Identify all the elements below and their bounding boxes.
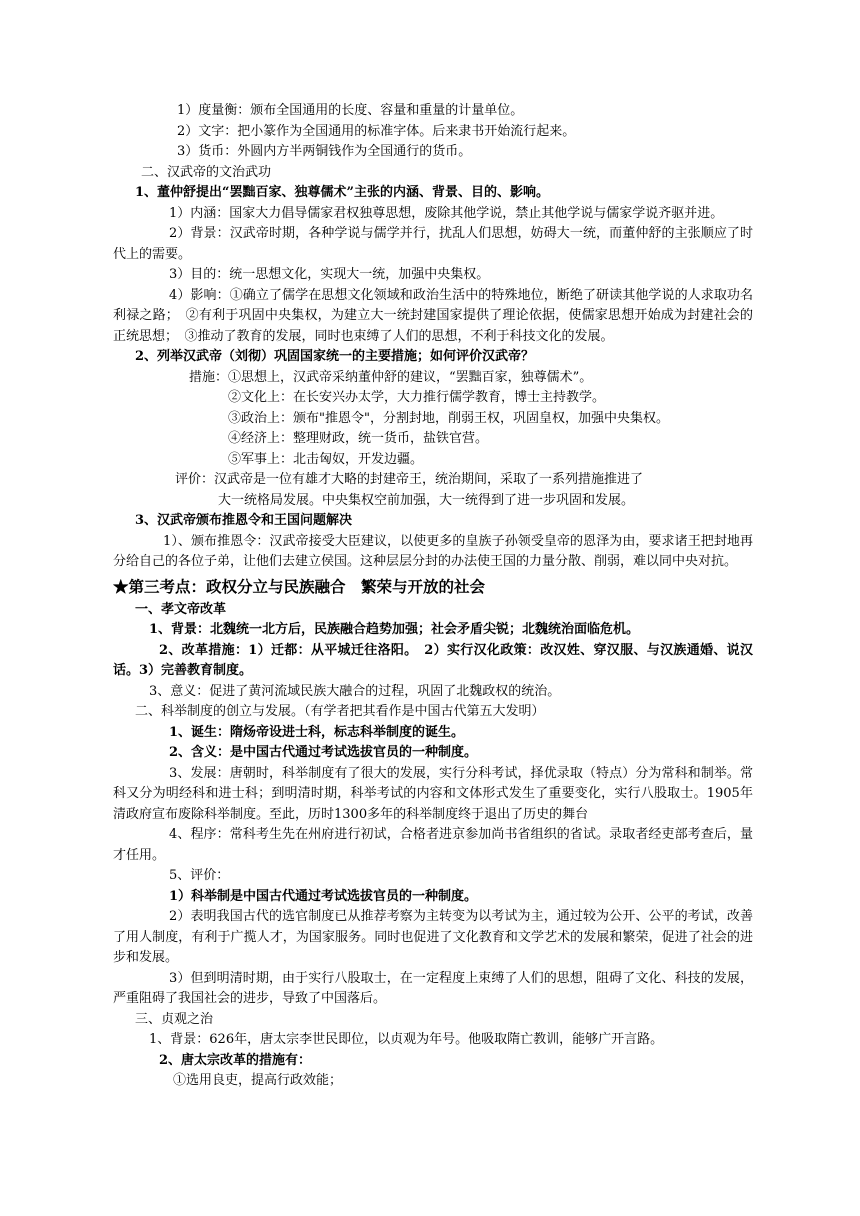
text-line: 1）科举制是中国古代通过考试选拔官员的一种制度。 [169, 888, 478, 904]
text-line: 2、列举汉武帝（刘彻）巩固国家统一的主要措施；如何评价汉武帝？ [135, 349, 535, 364]
text-line: 一、孝文帝改革 [135, 601, 227, 617]
text-line: 2、唐太宗改革的措施有： [159, 1052, 312, 1068]
text-line: 2、改革措施：1）迁都：从平城迁往洛阳。 2）实行汉化政策：改汉姓、穿汉服、与汉族通婚、说汉话。3）完善教育制度。 [113, 642, 753, 678]
text-line: 1、董仲舒提出“罢黜百家、独尊儒术”主张的内涵、背景、目的、影响。 [135, 185, 550, 200]
section-heading: ★第三考点：政权分立与民族融合 繁荣与开放的社会 [113, 576, 486, 596]
text-line: 3）但到明清时期，由于实行八股取士，在一定程度上束缚了人们的思想，阻碍了文化、科技的发展，严重阻碍了我国社会的进步，导致了中国落后。 [113, 970, 753, 1006]
text-line: 二、汉武帝的文治武功 [141, 164, 272, 180]
text-line: 2）文字：把小篆作为全国通用的标准字体。后来隶书开始流行起来。 [177, 123, 576, 139]
text-line: 1、诞生：隋炀帝设进士科，标志科举制度的诞生。 [169, 724, 465, 740]
text-line: 2）表明我国古代的选官制度已从推荐考察为主转变为以考试为主，通过较为公开、公平的考试，改善了用人制度，有利于广揽人才，为国家服务。同时也促进了文化教育和文学艺术的发展和繁荣，促进了社会的进步和发展。 [113, 909, 753, 965]
text-line: 措施：①思想上，汉武帝采纳董仲舒的建议，“罢黜百家，独尊儒术”。 [189, 369, 593, 385]
text-line: 1、背景：北魏统一北方后，民族融合趋势加强；社会矛盾尖锐；北魏统治面临危机。 [149, 622, 640, 637]
text-line: ③政治上：颁布"推恩令"，分割封地，削弱王权，巩固皇权，加强中央集权。 [228, 410, 669, 426]
text-line: 3）目的：统一思想文化，实现大一统，加强中央集权。 [169, 267, 490, 282]
text-line: 2）背景：汉武帝时期，各种学说与儒学并行，扰乱人们思想，妨碍大一统，而董仲舒的主张顺应了时代上的需要。 [113, 226, 753, 262]
text-line: ⑤军事上：北击匈奴，开发边疆。 [228, 451, 424, 467]
text-line: 3、意义：促进了黄河流域民族大融合的过程，巩固了北魏政权的统治。 [149, 683, 561, 699]
text-line: 1）度量衡：颁布全国通用的长度、容量和重量的计量单位。 [177, 103, 524, 118]
text-line: 3）货币：外圆内方半两铜钱作为全国通行的货币。 [177, 144, 472, 159]
text-line: 5、评价： [169, 868, 230, 883]
text-line: 1、背景：626年，唐太宗李世民即位，以贞观为年号。他吸取隋亡教训，能够广开言路。 [149, 1032, 664, 1047]
text-line: ②文化上：在长安兴办太学，大力推行儒学教育，博士主持教学。 [228, 390, 606, 405]
text-line: ①选用良吏，提高行政效能； [173, 1073, 343, 1088]
text-line: 3、发展：唐朝时，科举制度有了很大的发展，实行分科考试，择优录取（特点）分为常科和制举。常科又分为明经科和进士科；到明清时期，科举考试的内容和文体形式发生了重要变化，实行八股取士。1905年清政府宣布废除科举制度。至此，历时1300多年的科举制度终于退出了历史的舞台 [113, 765, 753, 822]
text-line: 2、含义：是中国古代通过考试选拔官员的一种制度。 [169, 745, 478, 760]
text-line: 大一统格局发展。中央集权空前加强，大一统得到了进一步巩固和发展。 [218, 492, 635, 508]
text-line: ④经济上：整理财政，统一货币，盐铁官营。 [228, 431, 489, 446]
text-line: 二、科举制度的创立与发展。（有学者把其看作是中国古代第五大发明） [135, 704, 545, 719]
text-line: 三、贞观之治 [135, 1011, 214, 1027]
document-page [113, 101, 753, 1092]
text-line: 1）、颁布推恩令：汉武帝接受大臣建议，以使更多的皇族子孙领受皇帝的恩泽为由，要求诸王把封地再分给自己的各位子弟，让他们去建立侯国。这种层层分封的办法使王国的力量分散、削弱，难以同中央对抗。 [113, 533, 753, 569]
text-line: 4）影响：①确立了儒学在思想文化领域和政治生活中的特殊地位，断绝了研读其他学说的人求取功名利禄之路； ②有利于巩固中央集权，为建立大一统封建国家提供了理论依据，使儒家思想开始成为封建社会的正统思想； ③推动了教育的发展，同时也束缚了人们的思想，不利于科技文化的发展。 [113, 287, 753, 344]
text-line: 4、程序：常科考生先在州府进行初试，合格者进京参加尚书省组织的省试。录取者经吏部考查后，量才任用。 [113, 827, 753, 863]
text-line: 3、汉武帝颁布推恩令和王国问题解决 [135, 513, 353, 528]
text-line: 1）内涵：国家大力倡导儒家君权独尊思想，废除其他学说，禁止其他学说与儒家学说齐驱并进。 [169, 205, 724, 221]
text-line: 评价：汉武帝是一位有雄才大略的封建帝王，统治期间，采取了一系列措施推进了 [175, 472, 644, 487]
